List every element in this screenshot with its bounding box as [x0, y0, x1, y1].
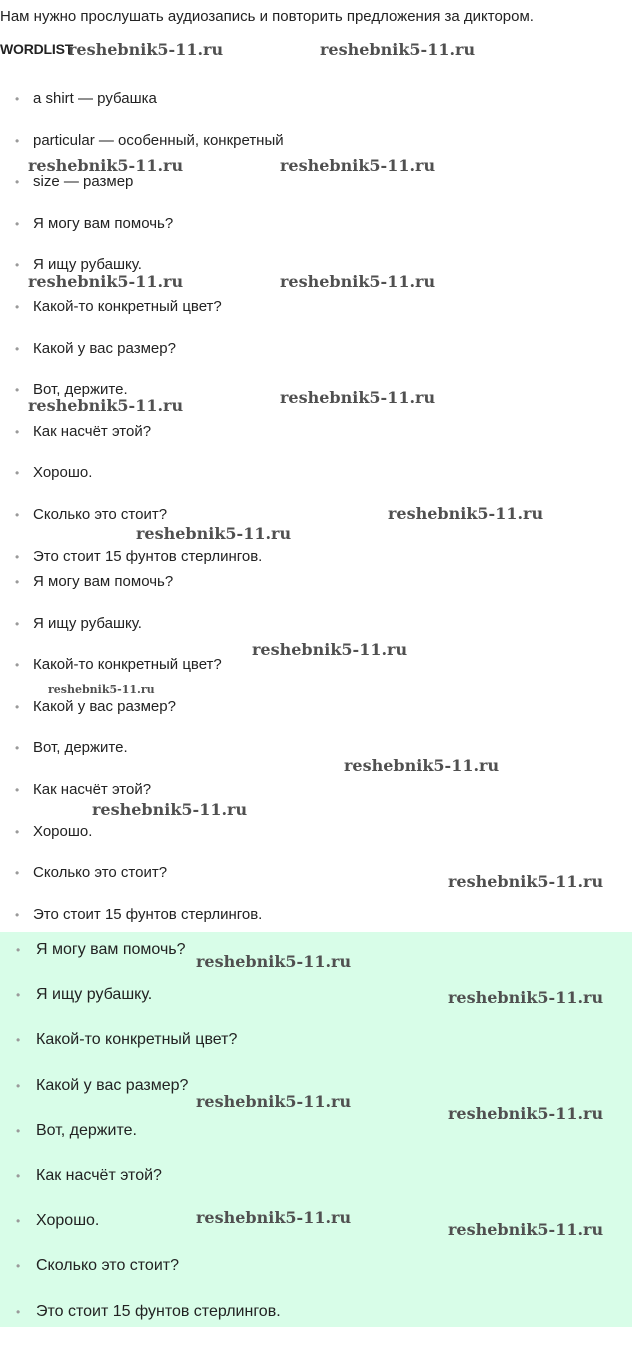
list-item-text: Сколько это стоит? — [33, 864, 168, 882]
bullet-icon: • — [16, 943, 21, 957]
list-item-text: Сколько это стоит? — [33, 506, 168, 523]
watermark: reshebnik5-11.ru — [196, 1208, 352, 1227]
bullet-icon: • — [15, 175, 20, 190]
watermark: reshebnik5-11.ru — [196, 1092, 352, 1111]
bullet-icon: • — [15, 383, 20, 398]
bullet-icon: • — [15, 341, 20, 356]
intro-text: Нам нужно прослушать аудиозапись и повторить предложения за диктором. — [0, 8, 534, 25]
bullet-icon: • — [15, 466, 20, 481]
list-item-text: Какой-то конкретный цвет? — [33, 656, 222, 674]
list-item-text: Хорошо. — [33, 464, 93, 482]
list-item-text: Я ищу рубашку. — [36, 986, 153, 1004]
bullet-icon: • — [16, 1078, 21, 1093]
list-item-text: Какой у вас размер? — [33, 339, 176, 357]
bullet-icon: • — [16, 1214, 21, 1229]
bullet-icon: • — [15, 824, 20, 839]
bullet-icon: • — [16, 1123, 21, 1138]
list-item-text: Я ищу рубашку. — [33, 256, 142, 274]
list-item-text: Как насчёт этой? — [33, 781, 152, 798]
bullet-icon: • — [15, 575, 20, 589]
list-item-text: a shirt — рубашка — [33, 90, 157, 107]
list-item-text: particular — особенный, конкретный — [33, 131, 284, 149]
list-item-text: Вот, держите. — [33, 739, 128, 757]
bullet-icon: • — [15, 549, 20, 564]
list-item-text: Какой у вас размер? — [36, 1076, 189, 1094]
list-item-text: Я могу вам помочь? — [33, 214, 174, 232]
watermark: reshebnik5-11.ru — [28, 396, 184, 415]
list-item-text: Я могу вам помочь? — [36, 941, 186, 958]
watermark: reshebnik5-11.ru — [448, 872, 604, 891]
bullet-icon: • — [15, 866, 20, 881]
list-item-text: Вот, держите. — [36, 1121, 137, 1139]
watermark: reshebnik5-11.ru — [252, 640, 408, 659]
watermark: reshebnik5-11.ru — [28, 156, 184, 175]
watermark: reshebnik5-11.ru — [136, 524, 292, 543]
bullet-icon: • — [16, 1033, 21, 1048]
bullet-icon: • — [15, 216, 20, 231]
bullet-icon: • — [15, 699, 20, 714]
list-item-text: Это стоит 15 фунтов стерлингов. — [36, 1302, 281, 1320]
watermark: reshebnik5-11.ru — [92, 800, 248, 819]
list-item-text: Как насчёт этой? — [33, 422, 152, 440]
list-item-text: Хорошо. — [36, 1212, 100, 1230]
list-item-text: Какой-то конкретный цвет? — [33, 298, 222, 315]
list-item-text: Как насчёт этой? — [36, 1167, 162, 1184]
watermark: reshebnik5-11.ru — [280, 272, 436, 291]
list-item-text: Я ищу рубашку. — [33, 614, 142, 632]
watermark: reshebnik5-11.ru — [344, 756, 500, 775]
watermark: reshebnik5-11.ru — [68, 40, 224, 59]
bullet-icon: • — [15, 907, 20, 922]
watermark: reshebnik5-11.ru — [28, 272, 184, 291]
watermark: reshebnik5-11.ru — [448, 1104, 604, 1123]
watermark: reshebnik5-11.ru — [196, 952, 352, 971]
bullet-icon: • — [15, 300, 20, 314]
bullet-icon: • — [15, 616, 20, 631]
watermark: reshebnik5-11.ru — [388, 504, 544, 523]
wordlist-heading: WORDLIST — [0, 41, 74, 57]
bullet-icon: • — [16, 988, 21, 1003]
watermark: reshebnik5-11.ru — [448, 988, 604, 1007]
list-item-text: Я могу вам помочь? — [33, 573, 174, 590]
list-item-text: Это стоит 15 фунтов стерлингов. — [33, 905, 263, 923]
bullet-icon: • — [15, 508, 20, 522]
bullet-icon: • — [15, 783, 20, 797]
bullet-icon: • — [16, 1259, 21, 1274]
watermark: reshebnik5-11.ru — [280, 156, 436, 175]
bullet-icon: • — [15, 133, 20, 148]
bullet-icon: • — [15, 741, 20, 756]
bullet-icon: • — [15, 258, 20, 273]
watermark: reshebnik5-11.ru — [280, 388, 436, 407]
list-item-text: Какой у вас размер? — [33, 697, 176, 715]
watermark: reshebnik5-11.ru — [448, 1220, 604, 1239]
bullet-icon: • — [15, 658, 20, 673]
list-item-text: Сколько это стоит? — [36, 1257, 179, 1275]
watermark: reshebnik5-11.ru — [48, 683, 155, 696]
bullet-icon: • — [15, 92, 20, 106]
bullet-icon: • — [16, 1169, 21, 1183]
list-item-text: size — размер — [33, 173, 134, 191]
watermark: reshebnik5-11.ru — [320, 40, 476, 59]
bullet-icon: • — [15, 424, 20, 439]
list-item-text: Это стоит 15 фунтов стерлингов. — [33, 547, 263, 565]
list-item-text: Хорошо. — [33, 822, 93, 840]
list-item-text: Вот, держите. — [33, 381, 128, 399]
list-item-text: Какой-то конкретный цвет? — [36, 1031, 238, 1049]
bullet-icon: • — [16, 1304, 21, 1319]
